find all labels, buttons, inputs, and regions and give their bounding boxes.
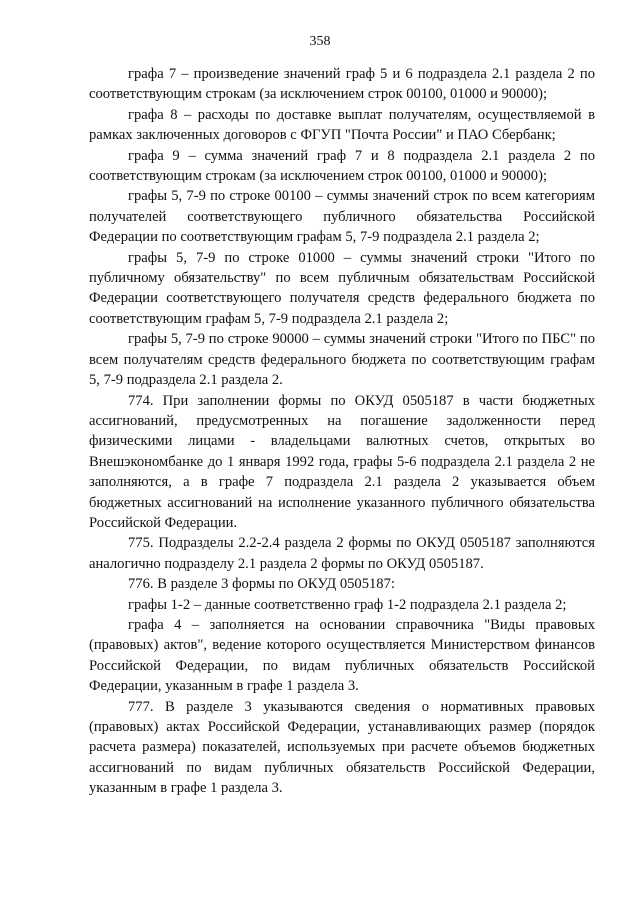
paragraph-row-90000: графы 5, 7-9 по строке 90000 – суммы значений строки "Итого по ПБС" по всем получателям средств федерального бюджета по соответствующим графам 5, 7-9 подраздела 2.1 раздела 2.: [89, 331, 595, 389]
paragraph-775: 775. Подразделы 2.2-2.4 раздела 2 формы по ОКУД 0505187 заполняются аналогично подразделу 2.1 раздела 2 формы по ОКУД 0505187.: [89, 535, 595, 572]
paragraph-row-00100: графы 5, 7-9 по строке 00100 – суммы значений строк по всем категориям получателей соответствующего публичного обязательства Российской Федерации по соответствующим графам 5, 7-9 подраздела 2.1 раздела 2;: [89, 188, 595, 246]
document-body: [89, 64, 595, 799]
paragraph-grafa-9: графа 9 – сумма значений граф 7 и 8 подраздела 2.1 раздела 2 по соответствующим строкам (за исключением строк 00100, 01000 и 90000);: [89, 147, 595, 185]
paragraph-774: 774. При заполнении формы по ОКУД 0505187 в части бюджетных ассигнований, предусмотренных на погашение задолженности перед физическими лицами - владельцами валютных счетов, открытых во Внешэкономбанке до 1 января 1992 года, графы 5-6 подраздела 2.1 раздела 2 не заполняются, а в графе 7 подраздела 2.1 раздела 2 указывается объем бюджетных ассигнований на исполнение указанного публичного обязательства Российской Федерации.: [89, 392, 595, 531]
paragraph-776: 776. В разделе 3 формы по ОКУД 0505187:: [128, 576, 395, 593]
paragraph-grafa-7: графа 7 – произведение значений граф 5 и 6 подраздела 2.1 раздела 2 по соответствующим строкам (за исключением строк 00100, 01000 и 90000);: [89, 66, 595, 103]
paragraph-grafy-1-2: графы 1-2 – данные соответственно граф 1-2 подраздела 2.1 раздела 2;: [128, 596, 567, 613]
paragraph-row-01000: графы 5, 7-9 по строке 01000 – суммы значений строки "Итого по публичному обязательству" по всем публичным обязательствам Российской Федерации соответствующего получателя средств федерального бюджета по соответствующим графам 5, 7-9 подраздела 2.1 раздела 2;: [89, 249, 595, 327]
page-number: 358: [309, 34, 331, 49]
paragraph-grafa-8: графа 8 – расходы по доставке выплат получателям, осуществляемой в рамках заключенных договоров с ФГУП "Почта России" и ПАО Сбербанк;: [89, 106, 595, 144]
paragraph-grafa-4: графа 4 – заполняется на основании справочника "Виды правовых (правовых) актов", ведение которого осуществляется Министерством финансов Российской Федерации, по видам публичных обязательств Российской Федерации, указанным в графе 1 раздела 3.: [89, 616, 595, 695]
paragraph-777: 777. В разделе 3 указываются сведения о нормативных правовых (правовых) актах Российской Федерации, устанавливающих размер (порядок расчета размера) показателей, используемых при расчете объемов бюджетных ассигнований по видам публичных обязательств Российской Федерации, указанным в графе 1 раздела 3.: [89, 698, 595, 797]
